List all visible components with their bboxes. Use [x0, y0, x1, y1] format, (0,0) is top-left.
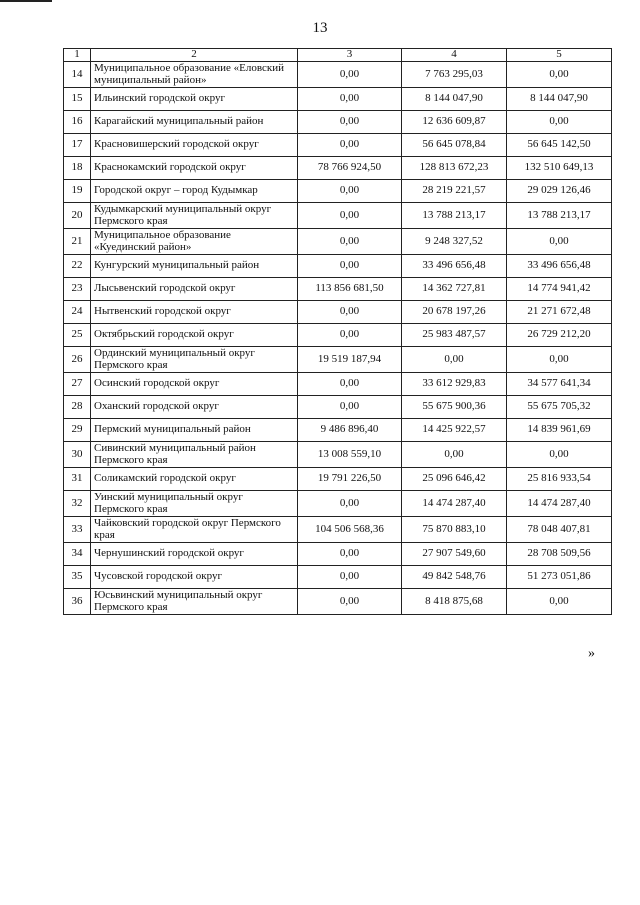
column-5-value-cell: 51 273 051,86	[507, 566, 612, 589]
column-4-value-cell: 14 425 922,57	[402, 419, 507, 442]
column-3-value-cell: 9 486 896,40	[298, 419, 402, 442]
municipality-name-cell: Краснокамский городской округ	[91, 157, 298, 180]
column-5-value-cell: 0,00	[507, 111, 612, 134]
table-row	[64, 157, 612, 180]
column-3-value-cell: 0,00	[298, 88, 402, 111]
closing-quote-mark: »	[588, 646, 595, 661]
column-4-value-cell: 9 248 327,52	[402, 229, 507, 255]
municipality-name-cell: Кудымкарский муниципальный округ Пермского края	[91, 203, 298, 229]
column-5-value-cell: 0,00	[507, 62, 612, 88]
municipality-name-cell: Оханский городской округ	[91, 396, 298, 419]
municipality-name-cell: Чусовской городской округ	[91, 566, 298, 589]
column-5-value-cell: 28 708 509,56	[507, 543, 612, 566]
row-number-cell: 22	[64, 255, 91, 278]
row-number-cell: 33	[64, 517, 91, 543]
row-number-cell: 16	[64, 111, 91, 134]
header-cell: 2	[91, 49, 298, 62]
column-3-value-cell: 0,00	[298, 373, 402, 396]
header-cell: 1	[64, 49, 91, 62]
column-5-value-cell: 56 645 142,50	[507, 134, 612, 157]
table-row	[64, 491, 612, 517]
table-row	[64, 566, 612, 589]
header-cell: 4	[402, 49, 507, 62]
municipality-name-cell: Кунгурский муниципальный район	[91, 255, 298, 278]
row-number-cell: 25	[64, 324, 91, 347]
table-row	[64, 517, 612, 543]
row-number-cell: 14	[64, 62, 91, 88]
header-cell: 3	[298, 49, 402, 62]
column-4-value-cell: 55 675 900,36	[402, 396, 507, 419]
data-table	[63, 48, 612, 615]
table-row	[64, 442, 612, 468]
column-4-value-cell: 28 219 221,57	[402, 180, 507, 203]
municipality-name-cell: Октябрьский городской округ	[91, 324, 298, 347]
header-row	[64, 49, 612, 62]
column-5-value-cell: 0,00	[507, 442, 612, 468]
row-number-cell: 15	[64, 88, 91, 111]
table-body	[64, 62, 612, 615]
column-5-value-cell: 0,00	[507, 589, 612, 615]
column-3-value-cell: 0,00	[298, 589, 402, 615]
row-number-cell: 31	[64, 468, 91, 491]
column-4-value-cell: 0,00	[402, 347, 507, 373]
row-number-cell: 24	[64, 301, 91, 324]
column-4-value-cell: 33 612 929,83	[402, 373, 507, 396]
column-5-value-cell: 55 675 705,32	[507, 396, 612, 419]
column-4-value-cell: 8 418 875,68	[402, 589, 507, 615]
municipality-name-cell: Соликамский городской округ	[91, 468, 298, 491]
table-row	[64, 229, 612, 255]
table-row	[64, 278, 612, 301]
column-3-value-cell: 0,00	[298, 301, 402, 324]
row-number-cell: 35	[64, 566, 91, 589]
column-5-value-cell: 29 029 126,46	[507, 180, 612, 203]
row-number-cell: 34	[64, 543, 91, 566]
column-3-value-cell: 104 506 568,36	[298, 517, 402, 543]
column-4-value-cell: 0,00	[402, 442, 507, 468]
municipality-name-cell: Ильинский городской округ	[91, 88, 298, 111]
row-number-cell: 19	[64, 180, 91, 203]
column-5-value-cell: 21 271 672,48	[507, 301, 612, 324]
row-number-cell: 27	[64, 373, 91, 396]
column-4-value-cell: 33 496 656,48	[402, 255, 507, 278]
table-row	[64, 111, 612, 134]
row-number-cell: 23	[64, 278, 91, 301]
column-3-value-cell: 78 766 924,50	[298, 157, 402, 180]
column-4-value-cell: 49 842 548,76	[402, 566, 507, 589]
row-number-cell: 29	[64, 419, 91, 442]
table-row	[64, 396, 612, 419]
table-row	[64, 589, 612, 615]
municipality-name-cell: Городской округ – город Кудымкар	[91, 180, 298, 203]
page-number: 13	[312, 20, 328, 36]
column-5-value-cell: 25 816 933,54	[507, 468, 612, 491]
table-row	[64, 255, 612, 278]
municipality-name-cell: Уинский муниципальный округ Пермского края	[91, 491, 298, 517]
column-4-value-cell: 12 636 609,87	[402, 111, 507, 134]
municipality-name-cell: Ординский муниципальный округ Пермского края	[91, 347, 298, 373]
column-4-value-cell: 7 763 295,03	[402, 62, 507, 88]
corner-mark	[0, 0, 52, 2]
column-4-value-cell: 75 870 883,10	[402, 517, 507, 543]
table-row	[64, 180, 612, 203]
municipality-name-cell: Красновишерский городской округ	[91, 134, 298, 157]
row-number-cell: 21	[64, 229, 91, 255]
row-number-cell: 30	[64, 442, 91, 468]
municipality-name-cell: Юсьвинский муниципальный округ Пермского края	[91, 589, 298, 615]
table-row	[64, 203, 612, 229]
row-number-cell: 18	[64, 157, 91, 180]
municipality-name-cell: Пермский муниципальный район	[91, 419, 298, 442]
column-3-value-cell: 0,00	[298, 134, 402, 157]
table-row	[64, 468, 612, 491]
column-5-value-cell: 33 496 656,48	[507, 255, 612, 278]
column-5-value-cell: 26 729 212,20	[507, 324, 612, 347]
row-number-cell: 20	[64, 203, 91, 229]
column-3-value-cell: 0,00	[298, 111, 402, 134]
column-5-value-cell: 13 788 213,17	[507, 203, 612, 229]
row-number-cell: 28	[64, 396, 91, 419]
column-5-value-cell: 0,00	[507, 347, 612, 373]
table-row	[64, 88, 612, 111]
column-5-value-cell: 132 510 649,13	[507, 157, 612, 180]
column-3-value-cell: 113 856 681,50	[298, 278, 402, 301]
column-3-value-cell: 0,00	[298, 543, 402, 566]
column-5-value-cell: 14 474 287,40	[507, 491, 612, 517]
column-4-value-cell: 13 788 213,17	[402, 203, 507, 229]
column-4-value-cell: 20 678 197,26	[402, 301, 507, 324]
municipality-name-cell: Чайковский городской округ Пермского края	[91, 517, 298, 543]
column-3-value-cell: 0,00	[298, 491, 402, 517]
column-3-value-cell: 19 519 187,94	[298, 347, 402, 373]
municipality-name-cell: Лысьвенский городской округ	[91, 278, 298, 301]
municipality-name-cell: Нытвенский городской округ	[91, 301, 298, 324]
column-3-value-cell: 0,00	[298, 255, 402, 278]
row-number-cell: 26	[64, 347, 91, 373]
column-5-value-cell: 34 577 641,34	[507, 373, 612, 396]
column-3-value-cell: 0,00	[298, 62, 402, 88]
table-row	[64, 419, 612, 442]
table-row	[64, 373, 612, 396]
column-3-value-cell: 0,00	[298, 324, 402, 347]
municipality-name-cell: Сивинский муниципальный район Пермского края	[91, 442, 298, 468]
column-3-value-cell: 0,00	[298, 203, 402, 229]
municipality-name-cell: Осинский городской округ	[91, 373, 298, 396]
table-row	[64, 301, 612, 324]
column-3-value-cell: 0,00	[298, 396, 402, 419]
column-5-value-cell: 14 774 941,42	[507, 278, 612, 301]
table-row	[64, 134, 612, 157]
column-5-value-cell: 78 048 407,81	[507, 517, 612, 543]
column-4-value-cell: 56 645 078,84	[402, 134, 507, 157]
row-number-cell: 32	[64, 491, 91, 517]
column-3-value-cell: 0,00	[298, 180, 402, 203]
column-4-value-cell: 8 144 047,90	[402, 88, 507, 111]
column-4-value-cell: 25 983 487,57	[402, 324, 507, 347]
table-row	[64, 543, 612, 566]
column-4-value-cell: 27 907 549,60	[402, 543, 507, 566]
column-4-value-cell: 14 362 727,81	[402, 278, 507, 301]
row-number-cell: 17	[64, 134, 91, 157]
municipality-name-cell: Муниципальное образование «Еловский муниципальный район»	[91, 62, 298, 88]
column-4-value-cell: 128 813 672,23	[402, 157, 507, 180]
column-3-value-cell: 13 008 559,10	[298, 442, 402, 468]
column-3-value-cell: 19 791 226,50	[298, 468, 402, 491]
table-row	[64, 347, 612, 373]
header-cell: 5	[507, 49, 612, 62]
column-4-value-cell: 25 096 646,42	[402, 468, 507, 491]
column-5-value-cell: 14 839 961,69	[507, 419, 612, 442]
column-5-value-cell: 0,00	[507, 229, 612, 255]
column-3-value-cell: 0,00	[298, 229, 402, 255]
column-5-value-cell: 8 144 047,90	[507, 88, 612, 111]
column-4-value-cell: 14 474 287,40	[402, 491, 507, 517]
municipality-name-cell: Карагайский муниципальный район	[91, 111, 298, 134]
table-row	[64, 62, 612, 88]
row-number-cell: 36	[64, 589, 91, 615]
column-3-value-cell: 0,00	[298, 566, 402, 589]
municipality-name-cell: Муниципальное образование «Куединский район»	[91, 229, 298, 255]
table-row	[64, 324, 612, 347]
municipality-name-cell: Чернушинский городской округ	[91, 543, 298, 566]
